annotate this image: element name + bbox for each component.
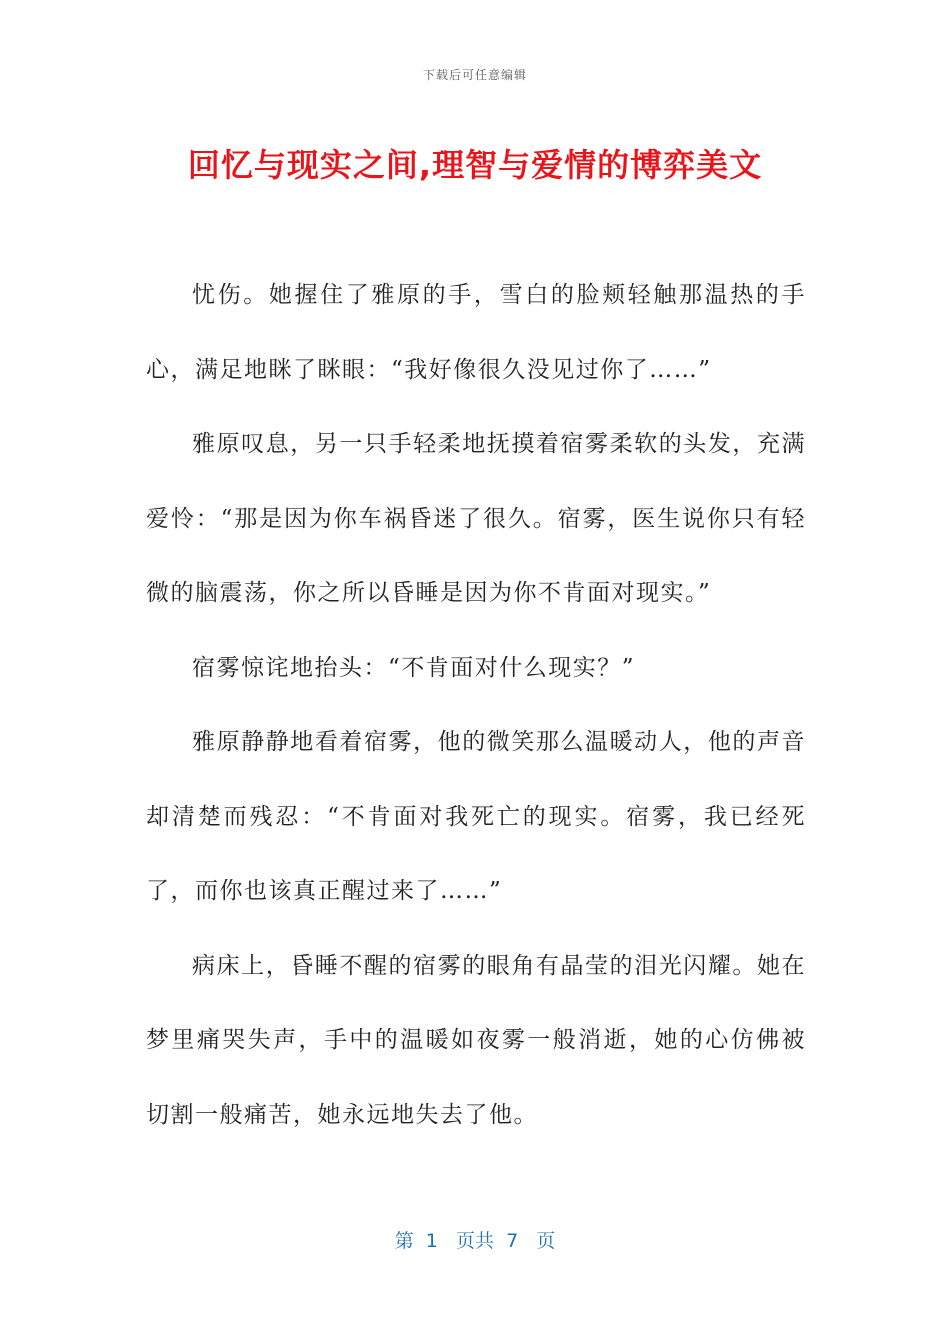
document-title: 回忆与现实之间,理智与爱情的博弈美文 — [187, 146, 763, 184]
paragraph-3: 宿雾惊诧地抬头：“不肯面对什么现实？” — [192, 654, 636, 681]
header-note: 下载后可任意编辑 — [422, 68, 527, 82]
page-number-footer: 第 1 页共 7 页 — [394, 1230, 556, 1252]
paragraph-5: 病床上，昏睡不醒的宿雾的眼角有晶莹的泪光闪耀。她在梦里痛哭失声，手中的温暖如夜雾一般消逝，她的心仿佛被切割一般痛苦，她永远地失去了他。 — [146, 952, 806, 1128]
paragraph-2: 雅原叹息，另一只手轻柔地抚摸着宿雾柔软的头发，充满爱怜：“那是因为你车祸昏迷了很久。宿雾，医生说你只有轻微的脑震荡，你之所以昏睡是因为你不肯面对现实。” — [146, 431, 806, 606]
paragraph-4: 雅原静静地看着宿雾，他的微笑那么温暖动人，他的声音却清楚而残忍：“不肯面对我死亡的现实。宿雾，我已经死了，而你也该真正醒过来了……” — [146, 729, 806, 904]
document-body — [146, 258, 806, 1152]
paragraph-1: 忧伤。她握住了雅原的手，雪白的脸颊轻触那温热的手心，满足地眯了眯眼：“我好像很久没见过你了……” — [146, 282, 806, 383]
